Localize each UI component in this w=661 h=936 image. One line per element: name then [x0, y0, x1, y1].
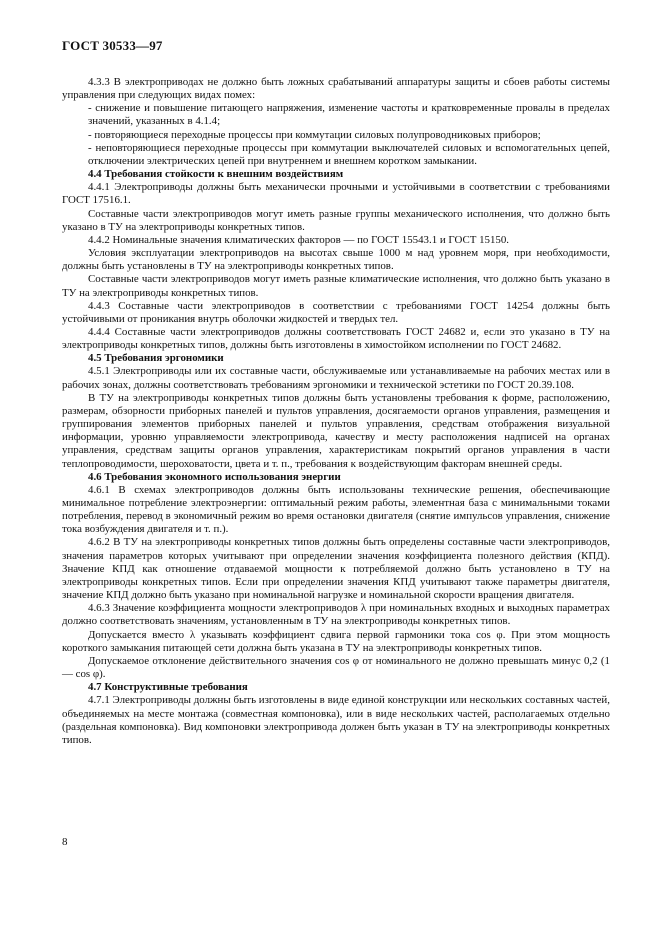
paragraph: 4.6.3 Значение коэффициента мощности электроприводов λ при номинальных входных и выходных параметрах должно соответствовать значениям, установленным в ТУ на электроприводы конкретных типов.	[62, 602, 610, 628]
paragraph: 4.5.1 Электроприводы или их составные части, обслуживаемые или устанавливаемые на рабочих местах или в рабочих зонах, должны соответствовать требованиям эргономики и технической эстетики по ГОСТ 20.39.108.	[62, 365, 610, 391]
paragraph: Составные части электроприводов могут иметь разные группы механического исполнения, что должно быть указано в ТУ на электроприводы конкретных типов.	[62, 207, 610, 233]
paragraph: Составные части электроприводов могут иметь разные климатические исполнения, что должно быть указано в ТУ на электроприводы конкретных типов.	[62, 273, 610, 299]
paragraph: Допускается вместо λ указывать коэффициент сдвига первой гармоники тока cos φ. При этом мощность короткого замыкания питающей сети должна быть указана в ТУ на электроприводы конкретных типов.	[62, 628, 610, 654]
paragraph: 4.4.1 Электроприводы должны быть механически прочными и устойчивыми в соответствии с требованиями ГОСТ 17516.1.	[62, 181, 610, 207]
paragraph: В ТУ на электроприводы конкретных типов должны быть установлены требования к форме, расположению, размерам, обзорности приборных панелей и пультов управления, досягаемости органов управления, размещения и группирования элементов приборных панелей и пультов управления, средствам отображения визуальной информации, уровню управляемости электропривода, качеству и месту расположения надписей на органах управления, средствам защиты органов управления, характеристикам покрытий органов управления в части теплопроводимости, шероховатости, цвета и т. п., требования к воздействующим факторам внешней среды.	[62, 391, 610, 470]
list-item: - неповторяющиеся переходные процессы при коммутации выключателей силовых и вспомогательных цепей, отключении электрических цепей при внутреннем и внешнем коротком замыкании.	[88, 141, 610, 167]
section-heading: 4.7 Конструктивные требования	[88, 681, 248, 694]
document-body	[62, 76, 610, 747]
section-heading: 4.4 Требования стойкости к внешним воздействиям	[88, 168, 344, 181]
paragraph: 4.6.1 В схемах электроприводов должны быть использованы технические решения, обеспечивающие минимальное потребление электроэнергии: оптимальный режим работы, элементная база с минимальными токами потребления, перевод в экономичный режим во время остановки двигателя (снятие импульсов управления, снижение тока возбуждения двигателя и т. п.).	[62, 483, 610, 536]
paragraph: 4.7.1 Электроприводы должны быть изготовлены в виде единой конструкции или нескольких составных частей, объединяемых на месте монтажа (совместная компоновка), или в виде нескольких частей, располагаемых отдельно (раздельная компоновка). Вид компоновки электропривода должен быть указан в ТУ на электроприводы конкретных типов.	[62, 694, 610, 746]
paragraph: 4.4.3 Составные части электроприводов в соответствии с требованиями ГОСТ 14254 должны быть устойчивыми от проникания внутрь оболочки жидкостей и твердых тел.	[62, 299, 610, 325]
paragraph: 4.6.2 В ТУ на электроприводы конкретных типов должны быть определены составные части электроприводов, значения параметров которых учитывают при определении значения коэффициента полезного действия (КПД). Значение КПД как отношение отдаваемой мощности к потребляемой должно быть установлено в ТУ на электроприводы конкретных типов. Если при определении значения КПД учитывают также параметры двигателя, значение КПД должно быть указано при номинальной нагрузке и номинальной скорости вращения двигателя.	[62, 536, 610, 602]
list-item: - снижение и повышение питающего напряжения, изменение частоты и кратковременные провалы в пределах значений, указанных в 4.1.4;	[88, 102, 610, 128]
page-header: ГОСТ 30533—97	[62, 38, 163, 53]
section-heading: 4.6 Требования экономного использования энергии	[88, 470, 341, 483]
list-item: - повторяющиеся переходные процессы при коммутации силовых полупроводниковых приборов;	[88, 128, 541, 141]
paragraph: Допускаемое отклонение действительного значения cos φ от номинального не должно превышать минус 0,2 (1 — cos φ).	[62, 654, 610, 681]
paragraph: 4.4.2 Номинальные значения климатических факторов — по ГОСТ 15543.1 и ГОСТ 15150.	[88, 233, 510, 246]
paragraph: 4.4.4 Составные части электроприводов должны соответствовать ГОСТ 24682 и, если это указано в ТУ на электроприводы конкретных типов, должны быть изготовлены в химостойком исполнении по ГОСТ 24682.	[62, 325, 610, 352]
paragraph: 4.3.3 В электроприводах не должно быть ложных срабатываний аппаратуры защиты и сбоев работы системы управления при следующих видах помех:	[62, 76, 610, 102]
page-number: 8	[62, 836, 68, 848]
paragraph: Условия эксплуатации электроприводов на высотах свыше 1000 м над уровнем моря, при необходимости, должны быть установлены в ТУ на электроприводы конкретных типов.	[62, 247, 610, 273]
section-heading: 4.5 Требования эргономики	[88, 352, 224, 365]
